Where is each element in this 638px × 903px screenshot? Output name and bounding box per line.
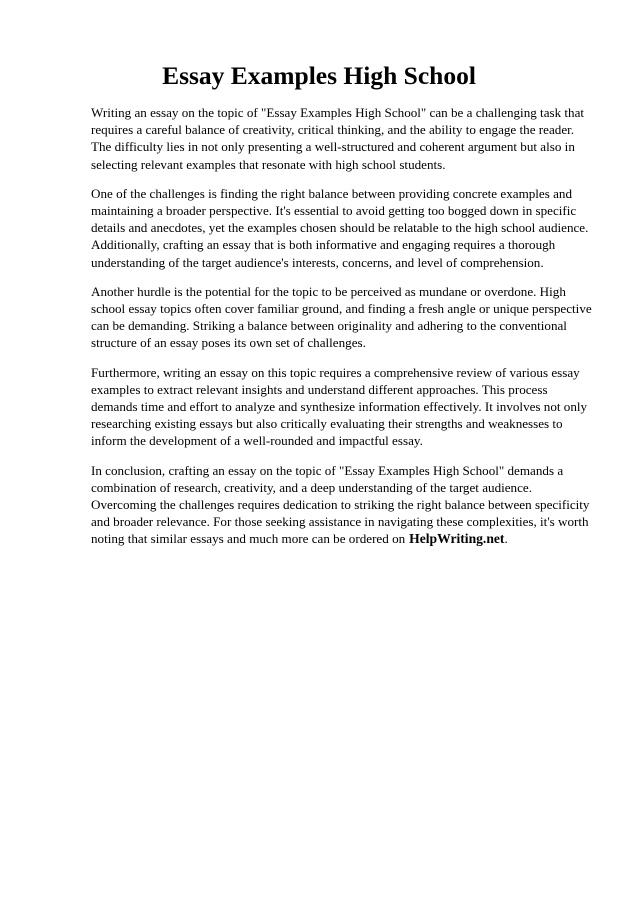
conclusion-end-punct: .: [504, 531, 508, 547]
page-title: Essay Examples High School: [162, 61, 476, 90]
paragraph-intro: Writing an essay on the topic of "Essay Examples High School" can be a challenging task that requires a careful balance of creativity, critical thinking, and the ability to engage the reader. The difficulty lies in not only presenting a well-structured and coherent argument but also in selecting relevant examples that resonate with high school students.: [91, 105, 585, 172]
paragraph-hurdle: Another hurdle is the potential for the topic to be perceived as mundane or overdone. High school essay topics often cover familiar ground, and finding a fresh angle or unique perspective can be demanding. Striking a balance between originality and adhering to the conventional structure of an essay poses its own set of challenges.: [91, 283, 592, 351]
essay-body: [91, 104, 597, 560]
paragraph-furthermore: Furthermore, writing an essay on this topic requires a comprehensive review of various essay examples to extract relevant insights and understand different approaches. This process demands time and effort to analyze and synthesize information effectively. It involves not only researching existing essays but also critically evaluating their strengths and weaknesses to inform the development of a well-rounded and impactful essay.: [91, 364, 588, 449]
conclusion-text: In conclusion, crafting an essay on the topic of "Essay Examples High School" demands a combination of research, creativity, and a deep understanding of the target audience. Overcoming the challenges requires dedication to striking the right balance between specificity and broader relevance. For those seeking assistance in navigating these complexities, it's worth noting that similar essays and much more can be ordered on: [91, 462, 590, 547]
paragraph-challenges: One of the challenges is finding the right balance between providing concrete examples and maintaining a broader perspective. It's essential to avoid getting too bogged down in specific details and anecdotes, yet the examples chosen should be relatable to the high school audience. Additionally, crafting an essay that is both informative and engaging requires a thorough understanding of the target audience's interests, concerns, and level of comprehension.: [91, 185, 589, 270]
helpwriting-link[interactable]: HelpWriting.net: [409, 531, 505, 547]
paragraph-conclusion: [91, 462, 597, 548]
